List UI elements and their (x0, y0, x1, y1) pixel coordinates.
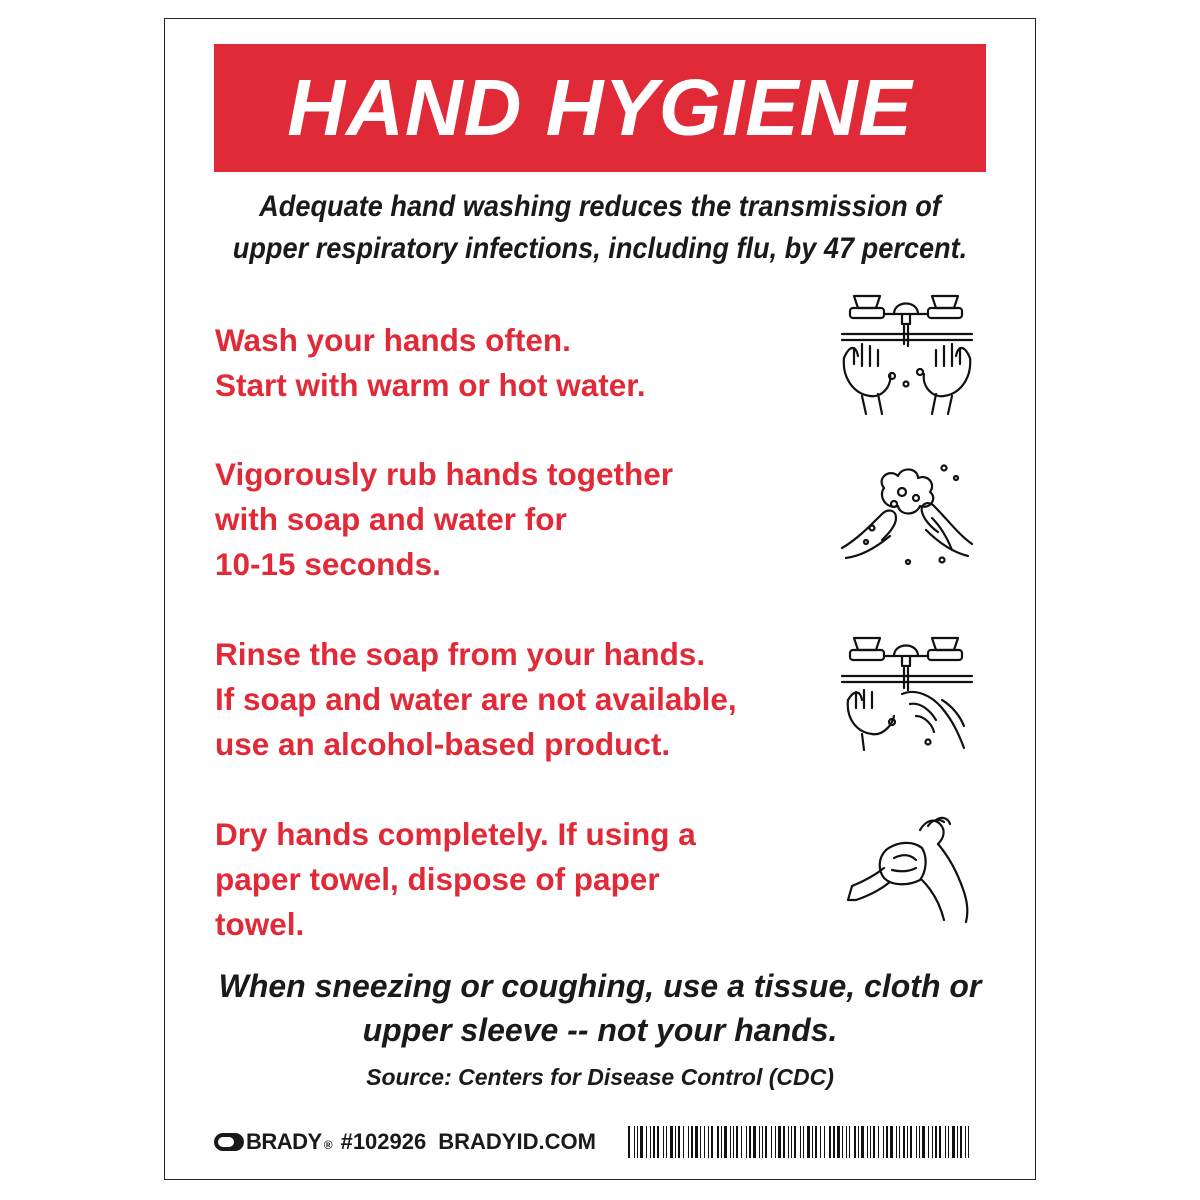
barcode-bar (736, 1126, 738, 1158)
part-number: #102926 (340, 1129, 427, 1154)
barcode-bar (721, 1126, 722, 1158)
barcode-bar (783, 1126, 785, 1158)
barcode-bar (965, 1126, 966, 1158)
title-banner (214, 44, 986, 172)
barcode-bar (730, 1126, 731, 1158)
barcode-bar (778, 1126, 781, 1158)
barcode-bar (733, 1126, 734, 1158)
source-citation: Source: Centers for Disease Control (CDC) (366, 1064, 834, 1090)
barcode-bar (704, 1126, 705, 1158)
step-line: Vigorously rub hands together (215, 456, 673, 492)
barcode-bar (678, 1126, 680, 1158)
barcode-bar (837, 1126, 840, 1158)
soapy-hands-icon (832, 458, 982, 578)
barcode-bar (749, 1126, 751, 1158)
barcode-bar (640, 1126, 643, 1158)
barcode-bar (711, 1126, 713, 1158)
barcode-bar (948, 1126, 949, 1158)
step-line: use an alcohol-based product. (215, 726, 671, 762)
barcode-bar (794, 1126, 796, 1158)
step-line: with soap and water for (215, 501, 567, 537)
step-line: 10-15 seconds. (215, 546, 441, 582)
step-line: Start with warm or hot water. (215, 367, 646, 403)
barcode-bar (907, 1126, 908, 1158)
step-line: Dry hands completely. If using a (215, 816, 696, 852)
barcode-bar (675, 1126, 676, 1158)
intro-line-2: upper respiratory infections, including flu, by 47 percent. (232, 232, 968, 265)
barcode-bar (899, 1126, 900, 1158)
barcode-bar (670, 1126, 673, 1158)
barcode-bar (775, 1126, 776, 1158)
barcode-bar (849, 1126, 850, 1158)
step-line: Wash your hands often. (215, 322, 571, 358)
towel-hands-icon (832, 810, 982, 926)
brand-name: BRADY (246, 1129, 322, 1154)
barcode-bar (653, 1126, 655, 1158)
barcode-bar (646, 1126, 647, 1158)
barcode-bar (762, 1126, 763, 1158)
sneeze-line-1: When sneezing or coughing, use a tissue, cloth or (218, 968, 982, 1004)
barcode-bar (815, 1126, 817, 1158)
barcode-bar (683, 1126, 684, 1158)
barcode-bar (688, 1126, 689, 1158)
step-line: Rinse the soap from your hands. (215, 636, 706, 672)
barcode-bar (945, 1126, 946, 1158)
barcode-bar (919, 1126, 920, 1158)
barcode-bar (663, 1126, 664, 1158)
step-wash (215, 318, 646, 408)
barcode-bar (960, 1126, 962, 1158)
barcode-bar (788, 1126, 789, 1158)
barcode-bar (867, 1126, 868, 1158)
barcode-bar (765, 1126, 767, 1158)
barcode-bar (922, 1126, 925, 1158)
barcode-bar (657, 1126, 659, 1158)
step-scrub (215, 452, 673, 587)
barcode-bar (873, 1126, 875, 1158)
barcode-bar (759, 1126, 760, 1158)
barcode-bar (807, 1126, 810, 1158)
barcode-bar (829, 1126, 831, 1158)
intro-line-1: Adequate hand washing reduces the transmission of (259, 190, 941, 223)
barcode-bar (957, 1126, 958, 1158)
barcode-bar (939, 1126, 941, 1158)
step-dry (215, 812, 696, 947)
barcode-bar (771, 1126, 772, 1158)
barcode-bar (717, 1126, 719, 1158)
barcode-bar (903, 1126, 905, 1158)
intro-text (223, 186, 977, 270)
sneeze-line-2: upper sleeve -- not your hands. (362, 1012, 838, 1048)
step-line: paper towel, dispose of paper (215, 861, 660, 897)
website: BRADYID.COM (438, 1129, 596, 1154)
step-rinse (215, 632, 737, 767)
barcode-bar (724, 1126, 727, 1158)
step-line: If soap and water are not available, (215, 681, 737, 717)
barcode-bar (820, 1126, 821, 1158)
barcode-bar (637, 1126, 638, 1158)
barcode-bar (896, 1126, 897, 1158)
barcode-bar (753, 1126, 756, 1158)
rinse-hands-icon (832, 630, 982, 754)
barcode-bar (666, 1126, 667, 1158)
barcode-bar (878, 1126, 879, 1158)
registered-mark: ® (323, 1138, 333, 1152)
barcode-bar (910, 1126, 912, 1158)
barcode-bar (883, 1126, 884, 1158)
brady-logo (214, 1129, 322, 1155)
footer (214, 1124, 608, 1160)
barcode-bar (803, 1126, 804, 1158)
barcode-bar (628, 1126, 630, 1158)
step-line: towel. (215, 906, 305, 942)
barcode-bar (861, 1126, 864, 1158)
barcode-bar (968, 1126, 969, 1158)
barcode-bar (842, 1126, 843, 1158)
barcode-bar (932, 1126, 933, 1158)
barcode-bar (695, 1126, 698, 1158)
page-title: HAND HYGIENE (287, 63, 913, 152)
barcode-bar (708, 1126, 709, 1158)
faucet-hands-icon (832, 288, 982, 418)
barcode-bar (886, 1126, 888, 1158)
barcode-bar (935, 1126, 937, 1158)
barcode-bar (746, 1126, 747, 1158)
barcode-bar (854, 1126, 856, 1158)
barcode-bar (741, 1126, 742, 1158)
barcode-bar (952, 1126, 955, 1158)
barcode-bar (800, 1126, 801, 1158)
barcode-bar (691, 1126, 693, 1158)
sneeze-warning (190, 964, 1010, 1052)
barcode-bar (634, 1126, 635, 1158)
barcode-bar (890, 1126, 893, 1158)
barcode-bar (833, 1126, 835, 1158)
barcode-bar (791, 1126, 792, 1158)
barcode-bar (700, 1126, 701, 1158)
barcode-bar (812, 1126, 813, 1158)
barcode-bar (846, 1126, 847, 1158)
barcode-bar (916, 1126, 917, 1158)
brady-mark-icon (214, 1133, 244, 1151)
barcode-bar (870, 1126, 871, 1158)
barcode-bar (824, 1126, 825, 1158)
barcode-icon (628, 1126, 972, 1158)
barcode-bar (650, 1126, 651, 1158)
barcode-bar (928, 1126, 929, 1158)
barcode-bar (858, 1126, 859, 1158)
